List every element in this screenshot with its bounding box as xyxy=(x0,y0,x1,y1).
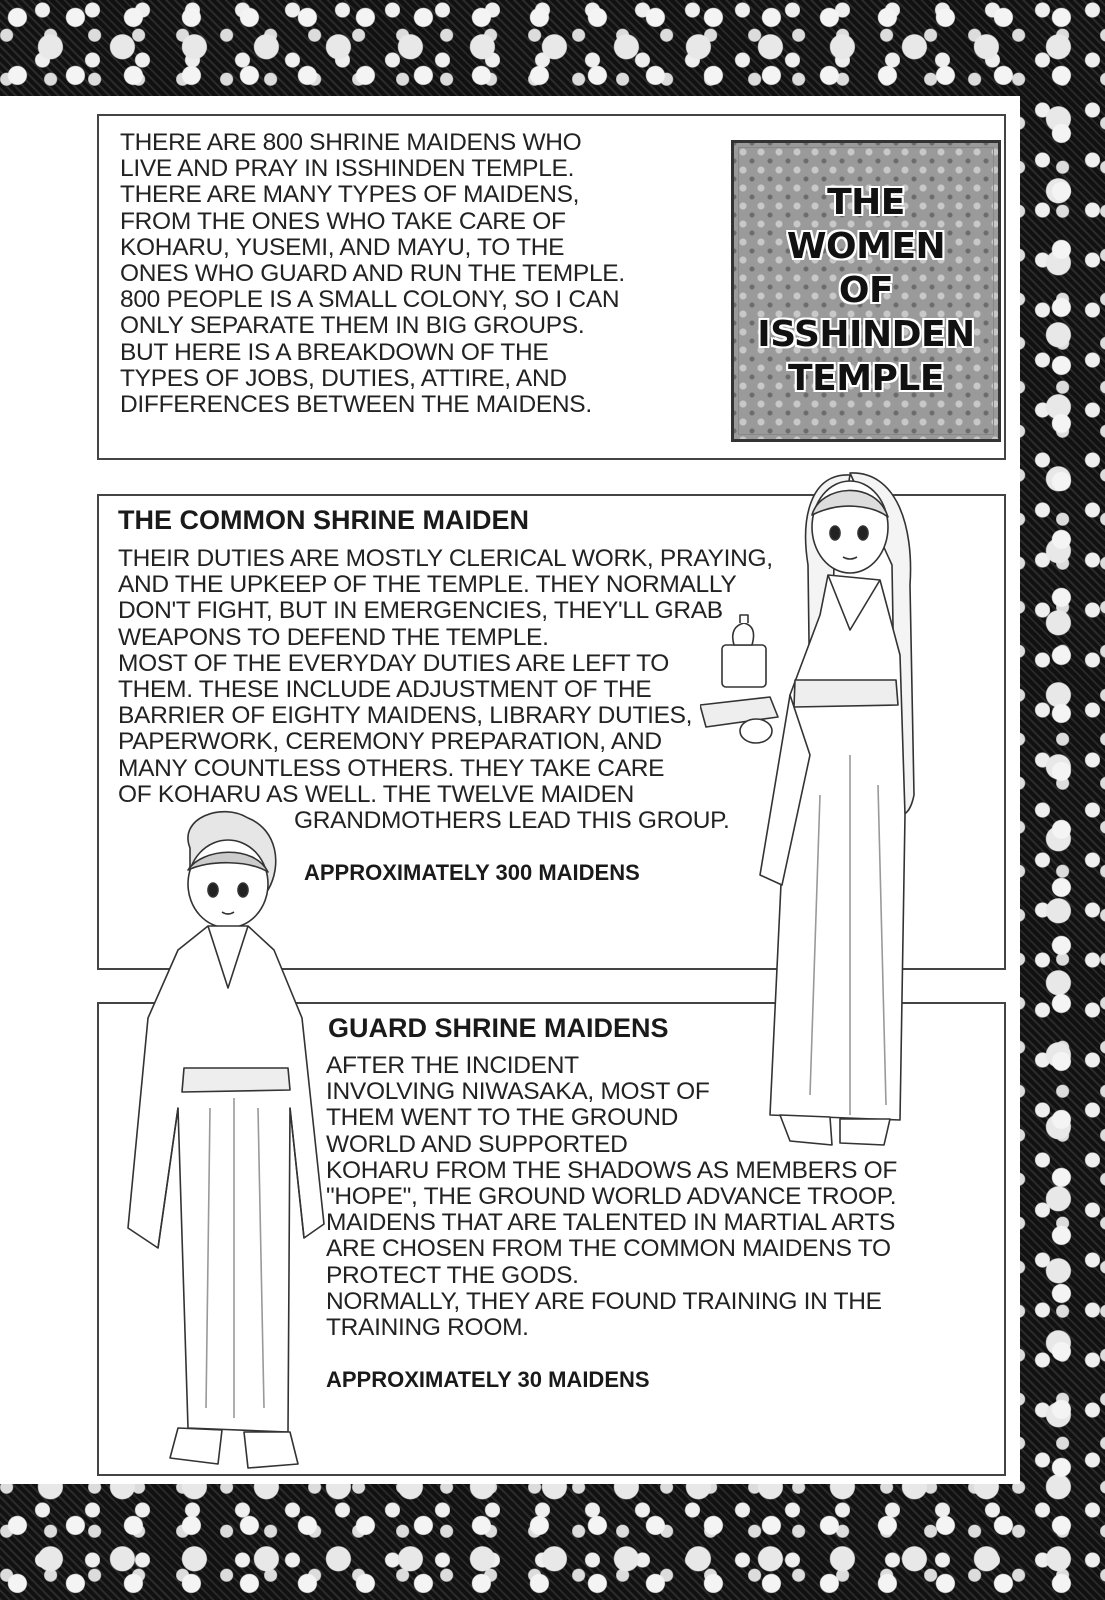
guard-maiden-heading: GUARD SHRINE MAIDENS xyxy=(328,1013,669,1043)
common-maiden-text: THEIR DUTIES ARE MOSTLY CLERICAL WORK, PRAYING, AND THE UPKEEP OF THE TEMPLE. THEY NORMALLY DON'T FIGHT, BUT IN EMERGENCIES, THEY'LL GRAB WEAPONS TO DEFEND THE TEMPLE. MOST OF THE EVERYDAY DUTIES ARE LEFT TO THEM. THESE INCLUDE ADJUSTMENT OF THE BARRIER OF EIGHTY MAIDENS, LIBRARY DUTIES, PAPERWORK, CEREMONY PREPARATION, AND MANY COUNTLESS OTHERS. THEY TAKE CARE OF KOHARU AS WELL. THE TWELVE MAIDEN xyxy=(118,545,773,808)
guard-maiden-text: AFTER THE INCIDENT INVOLVING NIWASAKA, MOST OF THEM WENT TO THE GROUND WORLD AND SUPPORTED KOHARU FROM THE SHADOWS AS MEMBERS OF "HOPE", THE GROUND WORLD ADVANCE TROOP. MAIDENS THAT ARE TALENTED IN MARTIAL ARTS ARE CHOSEN FROM THE COMMON MAIDENS TO PROTECT THE GODS. NORMALLY, THEY ARE FOUND TRAINING IN THE TRAINING ROOM. xyxy=(326,1052,898,1342)
page-title: THE WOMEN OF ISSHINDEN TEMPLE xyxy=(757,182,975,399)
common-maiden-count: APPROXIMATELY 300 MAIDENS xyxy=(304,860,640,885)
common-maiden-heading: THE COMMON SHRINE MAIDEN xyxy=(118,505,529,535)
guard-maiden-count: APPROXIMATELY 30 MAIDENS xyxy=(326,1367,650,1392)
common-maiden-text-last: GRANDMOTHERS LEAD THIS GROUP. xyxy=(294,807,730,834)
intro-text: THERE ARE 800 SHRINE MAIDENS WHO LIVE AND PRAY IN ISSHINDEN TEMPLE. THERE ARE MANY TYPES OF MAIDENS, FROM THE ONES WHO TAKE CARE OF KOHARU, YUSEMI, AND MAYU, TO THE ONES WHO GUARD AND RUN THE TEMPLE. 800 PEOPLE IS A SMALL COLONY, SO I CAN ONLY SEPARATE THEM IN BIG GROUPS. BUT HERE IS A BREAKDOWN OF THE TYPES OF JOBS, DUTIES, ATTIRE, AND DIFFERENCES BETWEEN THE MAIDENS. xyxy=(120,129,625,419)
guard-maiden-illustration xyxy=(118,808,328,1498)
title-plate xyxy=(731,140,1001,442)
